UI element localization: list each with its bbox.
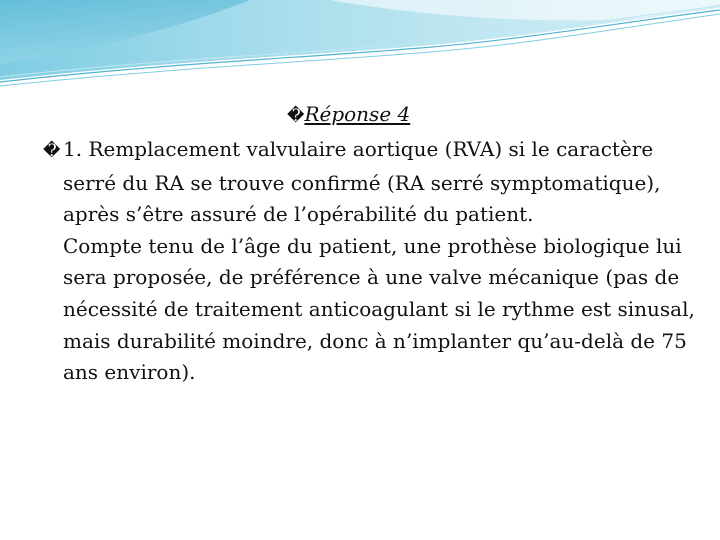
- bullet-paragraph-1: [43, 134, 703, 231]
- bullet-marker-icon: �: [43, 141, 61, 161]
- slide-body: [43, 134, 703, 389]
- paragraph-2: [43, 231, 703, 389]
- header-wave-decoration: [0, 0, 720, 90]
- title-text: Réponse 4: [304, 102, 411, 126]
- paragraph-2-text: Compte tenu de l’âge du patient, une prothèse biologique lui sera proposée, de préférence à une valve mécanique (pas de nécessité de traitement anticoagulant si le rythme est sinusal, mais durabilité moindre, donc à n’implanter qu’au-delà de 75 ans environ).: [63, 233, 695, 385]
- slide-title: [287, 100, 410, 130]
- paragraph-1-text: 1. Remplacement valvulaire aortique (RVA) si le caractère serré du RA se trouve confirmé (RA serré symptomatique), après s’être assuré de l’opérabilité du patient.: [63, 137, 661, 227]
- title-marker-icon: �: [287, 106, 305, 126]
